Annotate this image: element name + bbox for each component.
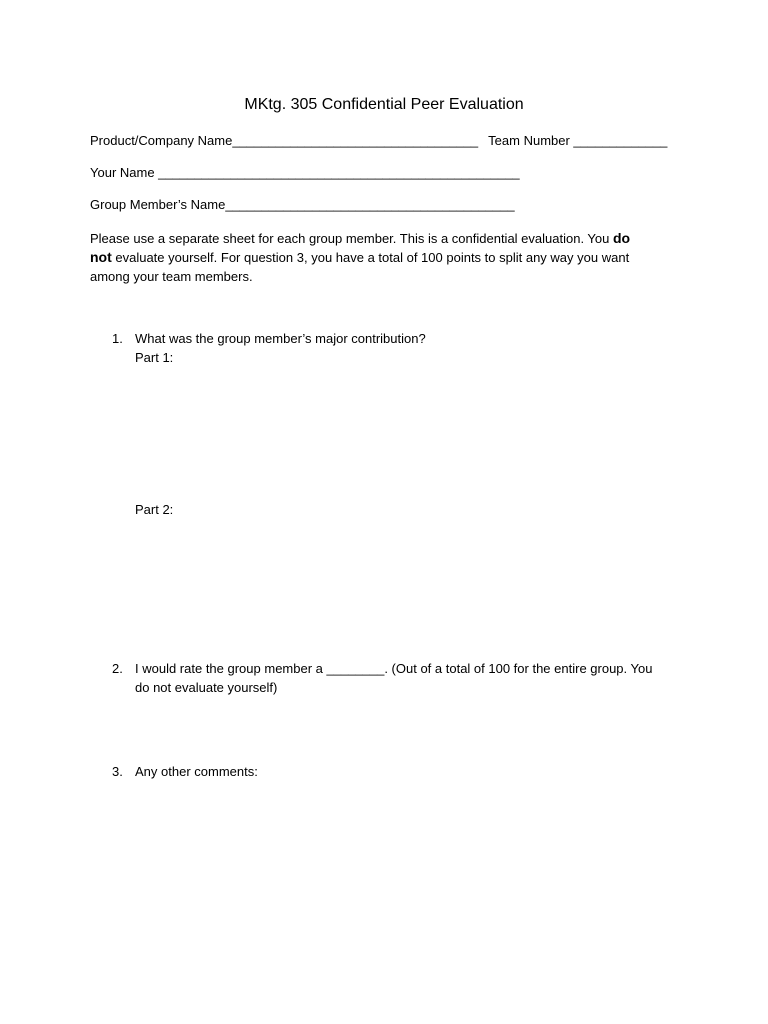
question-3-number: 3. (112, 764, 123, 779)
question-3-text: Any other comments: (135, 764, 258, 779)
question-2-text: I would rate the group member a ________. (Out of a total of 100 for the entire group. You do not evaluate yourself) (135, 661, 653, 695)
product-team-line (90, 132, 667, 150)
instructions-bold-do: do (612, 230, 631, 246)
question-1-number: 1. (112, 331, 123, 346)
your-name-field: Your Name __________________________________________________ (90, 165, 520, 180)
product-company-field: Product/Company Name__________________________________ (90, 133, 479, 148)
group-member-name-field: Group Member’s Name________________________________________ (90, 197, 515, 212)
question-1-text: What was the group member’s major contribution? (135, 331, 426, 346)
question-2-number: 2. (112, 661, 123, 676)
document-title: MKtg. 305 Confidential Peer Evaluation (244, 96, 524, 113)
question-1-part-1-label: Part 1: (135, 350, 174, 365)
team-number-field: Team Number _____________ (488, 133, 668, 148)
instructions-paragraph (90, 229, 670, 286)
question-1-part-2-label: Part 2: (135, 502, 174, 517)
instructions-text-1: Please use a separate sheet for each group member. This is a confidential evaluation. You (90, 231, 613, 246)
instructions-text-2: evaluate yourself. For question 3, you have a total of 100 points to split any way you want among your team members. (90, 250, 630, 284)
instructions-bold-not: not (90, 249, 112, 265)
